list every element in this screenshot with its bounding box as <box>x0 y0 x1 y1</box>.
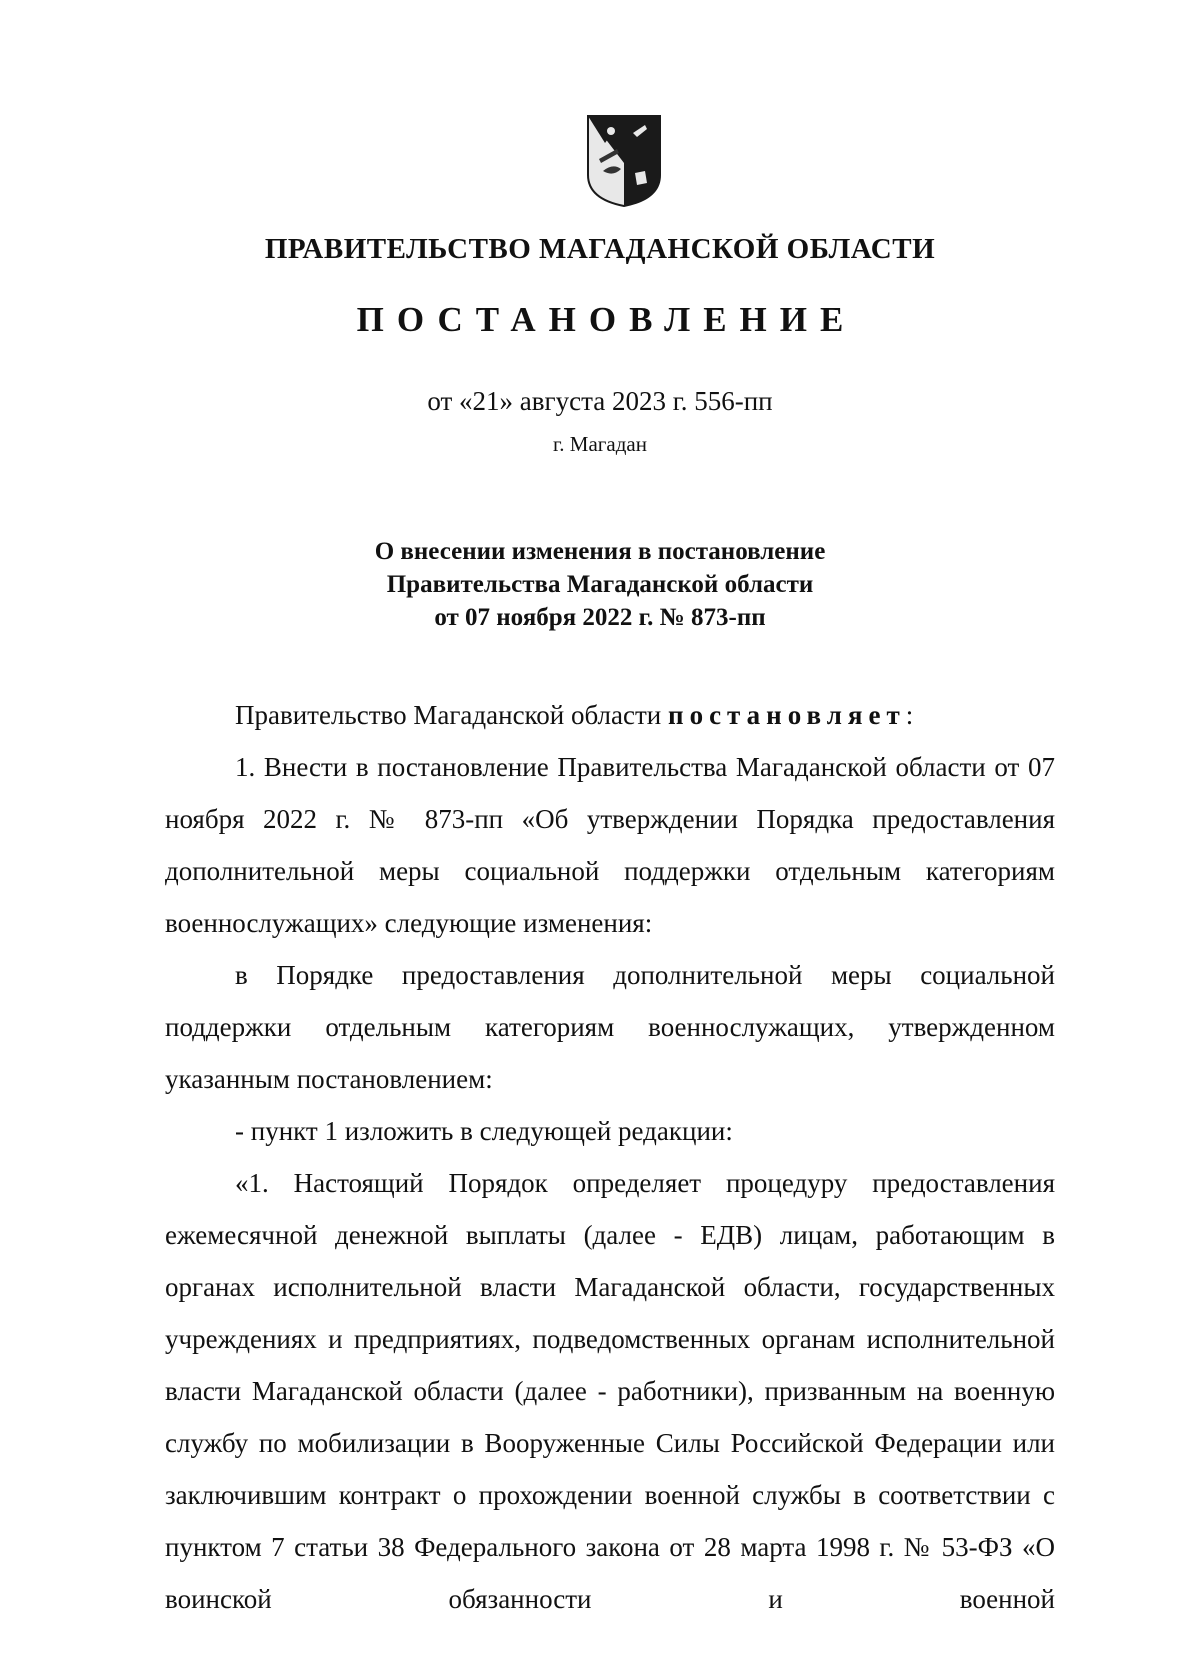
intro-suffix: : <box>905 700 914 730</box>
paragraph-2: в Порядке предоставления дополнительной меры социальной поддержки отдельным категориям военнослужащих, утвержденном указанным постановлением: <box>165 960 1055 1094</box>
date-number: от «21» августа 2023 г. 556-пп <box>427 386 773 416</box>
document-body <box>165 689 1055 1625</box>
coat-of-arms-icon <box>585 113 663 208</box>
paragraph-1: 1. Внести в постановление Правительства Магаданской области от 07 ноября 2022 г. № 873-пп «Об утверждении Порядка предоставления дополнительной меры социальной поддержки отдельным категориям военнослужащих» следующие изменения: <box>165 752 1055 938</box>
subject-line-1: О внесении изменения в постановление <box>374 538 826 565</box>
intro-spaced-verb: постановляет <box>668 700 906 730</box>
government-title: ПРАВИТЕЛЬСТВО МАГАДАНСКОЙ ОБЛАСТИ <box>264 233 936 265</box>
city: г. Магадан <box>553 432 647 456</box>
intro-prefix: Правительство Магаданской области <box>235 700 662 730</box>
paragraph-3: - пункт 1 изложить в следующей редакции: <box>235 1116 733 1146</box>
document-subject <box>0 535 1200 634</box>
document-type: ПОСТАНОВЛЕНИЕ <box>356 300 857 339</box>
intro-paragraph <box>165 689 1055 741</box>
subject-line-2: Правительства Магаданской области <box>386 571 814 598</box>
subject-line-3: от 07 ноября 2022 г. № 873-пп <box>434 604 766 631</box>
paragraph-4: «1. Настоящий Порядок определяет процедуру предоставления ежемесячной денежной выплаты (далее - ЕДВ) лицам, работающим в органах исполнительной власти Магаданской области, государственных учреждениях и предприятиях, подведомственных органам исполнительной власти Магаданской области (далее - работники), призванным на военную службу по мобилизации в Вооруженные Силы Российской Федерации или заключившим контракт о прохождении военной службы в соответствии с пунктом 7 статьи 38 Федерального закона от 28 марта 1998 г. № 53-ФЗ «О воинской обязанности и военной <box>165 1168 1055 1614</box>
